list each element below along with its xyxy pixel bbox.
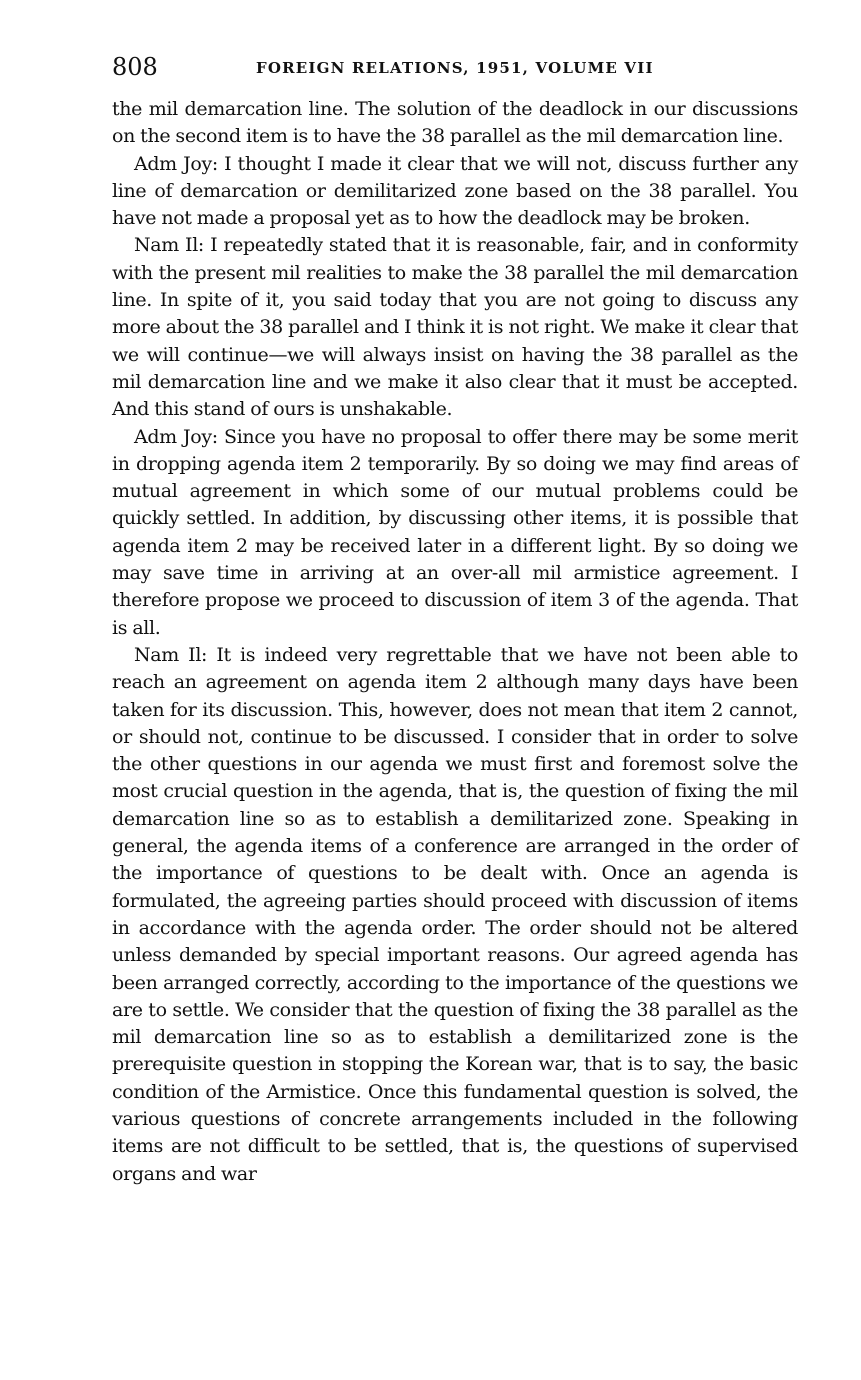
paragraph (112, 151, 798, 233)
body-text (112, 96, 798, 1188)
paragraph-text: : I thought I made it clear that we will not, discuss further any line of demarcation or demilitarized zone based on the 38 parallel. You have not made a proposal yet as to how the deadlock may be broken. (112, 152, 799, 230)
speaker-name: Adm Joy (134, 425, 212, 448)
paragraph (112, 96, 798, 151)
page-header (112, 52, 798, 96)
paragraph (112, 232, 798, 423)
speaker-name: Adm Joy (134, 152, 212, 175)
paragraph (112, 642, 798, 1188)
speaker-name: Nam Il (134, 234, 198, 257)
document-page (112, 52, 798, 1188)
running-head: FOREIGN RELATIONS, 1951, VOLUME VII (256, 59, 654, 77)
paragraph-text: : Since you have no proposal to offer there may be some merit in dropping agenda item 2 temporarily. By so doing we may find areas of mutual agreement in which some of our mutual problems could be quickly settled. In addition, by discussing other items, it is possible that agenda item 2 may be received later in a different light. By so doing we may save time in arriving at an over-all mil armistice agreement. I therefore propose we proceed to discussion of item 3 of the agenda. That is all. (112, 425, 799, 639)
page-number: 808 (112, 53, 158, 81)
paragraph (112, 424, 798, 642)
paragraph-text: : It is indeed very regrettable that we have not been able to reach an agreement on agenda item 2 although many days have been taken for its discussion. This, however, does not mean that item 2 cannot, or should not, continue to be discussed. I consider that in order to solve the other questions in our agenda we must first and foremost solve the most crucial question in the agenda, that is, the question of fixing the mil demarcation line so as to establish a demilitarized zone. Speaking in general, the agenda items of a conference are arranged in the order of the importance of questions to be dealt with. Once an agenda is formulated, the agreeing parties should proceed with discussion of items in accordance with the agenda order. The order should not be altered unless demanded by special important reasons. Our agreed agenda has been arranged correctly, according to the importance of the questions we are to settle. We consider that the question of fixing the 38 parallel as the mil demarcation line so as to establish a demilitarized zone is the prerequisite question in stopping the Korean war, that is to say, the basic condition of the Armistice. Once this fundamental question is solved, the various questions of concrete arrangements included in the following items are not difficult to be settled, that is, the questions of supervised organs and war (112, 643, 798, 1185)
paragraph-text: : I repeatedly stated that it is reasonable, fair, and in conformity with the present mil realities to make the 38 parallel the mil demarcation line. In spite of it, you said today that you are not going to discuss any more about the 38 parallel and I think it is not right. We make it clear that we will continue—we will always insist on having the 38 parallel as the mil demarcation line and we make it also clear that it must be accepted. And this stand of ours is unshakable. (112, 234, 798, 421)
speaker-name: Nam Il (134, 643, 202, 666)
paragraph-text: the mil demarcation line. The solution of the deadlock in our discussions on the second item is to have the 38 parallel as the mil demarcation line. (112, 98, 798, 148)
